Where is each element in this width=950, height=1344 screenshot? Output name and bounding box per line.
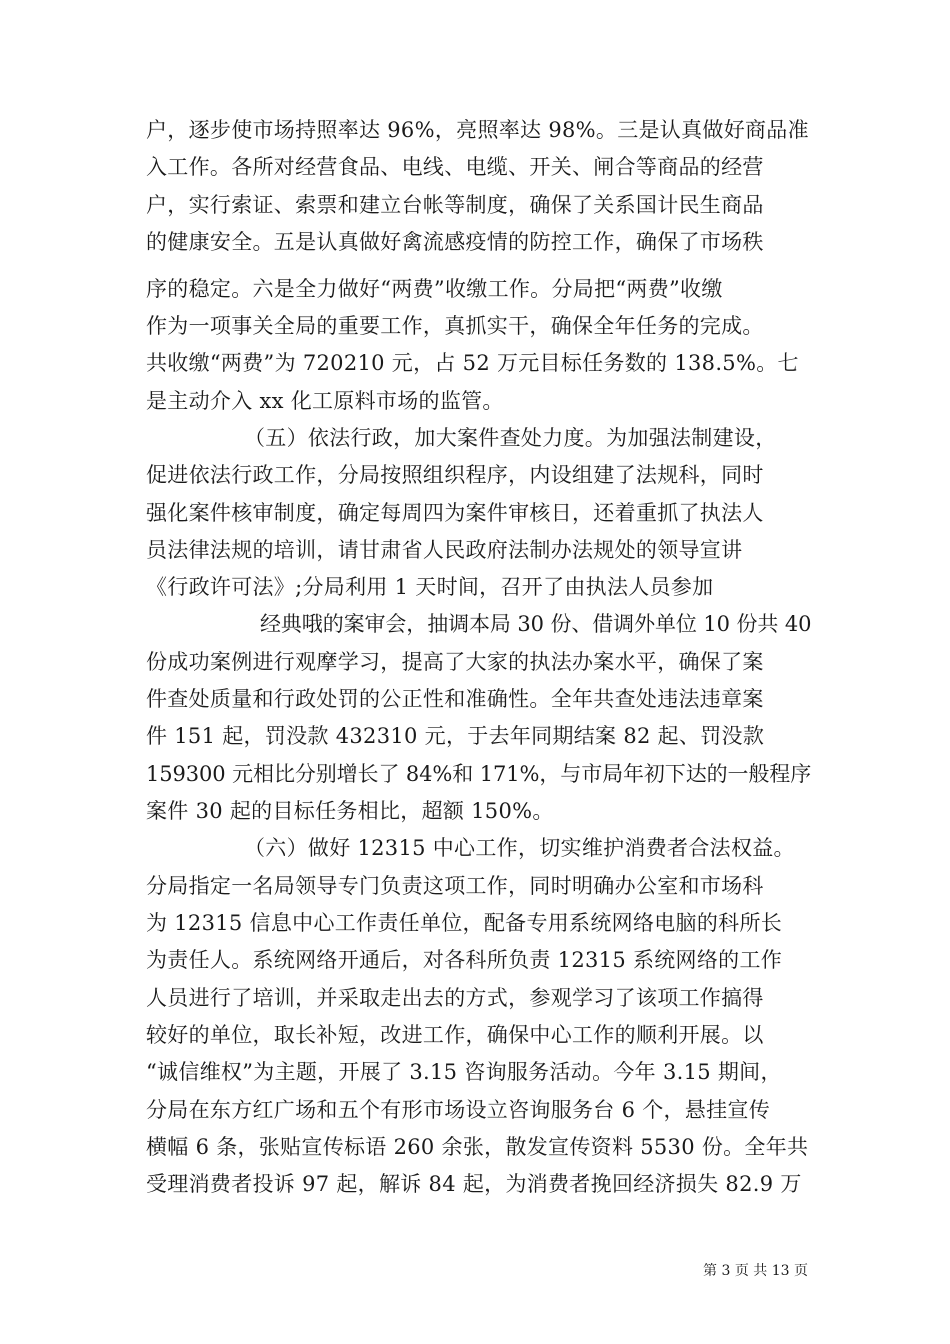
text-line: 户，实行索证、索票和建立台帐等制度，确保了关系国计民生商品 — [146, 193, 764, 217]
text-line: 入工作。各所对经营食品、电线、电缆、开关、闸合等商品的经营 — [146, 155, 764, 179]
text-line: 份成功案例进行观摩学习，提高了大家的执法办案水平，确保了案 — [146, 650, 764, 674]
page-number-footer: 第 3 页 共 13 页 — [703, 1263, 808, 1279]
text-line: 经典哦的案审会，抽调本局 30 份、借调外单位 10 份共 40 — [260, 612, 812, 636]
text-line: 户，逐步使市场持照率达 96%，亮照率达 98%。三是认真做好商品准 — [146, 118, 809, 142]
text-line: 员法律法规的培训，请甘肃省人民政府法制办法规处的领导宣讲 — [146, 538, 743, 562]
text-line: 人员进行了培训，并采取走出去的方式，参观学习了该项工作搞得 — [146, 986, 764, 1010]
text-line: 159300 元相比分别增长了 84%和 171%，与市局年初下达的一般程序 — [146, 762, 812, 786]
text-line: 横幅 6 条，张贴宣传标语 260 余张，散发宣传资料 5530 份。全年共 — [146, 1135, 809, 1159]
text-line: 分局在东方红广场和五个有形市场设立咨询服务台 6 个，悬挂宣传 — [146, 1098, 771, 1122]
text-line: 促进依法行政工作，分局按照组织程序，内设组建了法规科，同时 — [146, 463, 764, 487]
text-line: 分局指定一名局领导专门负责这项工作，同时明确办公室和市场科 — [146, 874, 764, 898]
text-line: 受理消费者投诉 97 起，解诉 84 起，为消费者挽回经济损失 82.9 万 — [146, 1172, 802, 1196]
section-heading-6: （六）做好 12315 中心工作，切实维护消费者合法权益。 — [244, 836, 795, 860]
text-line: 的健康安全。五是认真做好禽流感疫情的防控工作，确保了市场秩 — [146, 230, 764, 254]
text-line: 是主动介入 xx 化工原料市场的监管。 — [146, 389, 504, 413]
text-line: 件查处质量和行政处罚的公正性和准确性。全年共查处违法违章案 — [146, 687, 764, 711]
text-line: 《行政许可法》;分局利用 1 天时间，召开了由执法人员参加 — [146, 575, 714, 599]
text-line: 共收缴“两费”为 720210 元，占 52 万元目标任务数的 138.5%。七 — [146, 351, 799, 375]
text-line: 序的稳定。六是全力做好“两费”收缴工作。分局把“两费”收缴 — [146, 277, 723, 301]
text-line: “诚信维权”为主题，开展了 3.15 咨询服务活动。今年 3.15 期间， — [146, 1060, 782, 1084]
text-line: 案件 30 起的目标任务相比，超额 150%。 — [146, 799, 554, 823]
text-line: 强化案件核审制度，确定每周四为案件审核日，还着重抓了执法人 — [146, 501, 764, 525]
text-line: 为责任人。系统网络开通后，对各科所负责 12315 系统网络的工作 — [146, 948, 783, 972]
text-line: 件 151 起，罚没款 432310 元，于去年同期结案 82 起、罚没款 — [146, 724, 765, 748]
text-line: 作为一项事关全局的重要工作，真抓实干，确保全年任务的完成。 — [146, 314, 764, 338]
section-heading-5: （五）依法行政，加大案件查处力度。为加强法制建设， — [244, 426, 777, 450]
text-line: 较好的单位，取长补短，改进工作，确保中心工作的顺利开展。以 — [146, 1023, 764, 1047]
text-line: 为 12315 信息中心工作责任单位，配备专用系统网络电脑的科所长 — [146, 911, 783, 935]
